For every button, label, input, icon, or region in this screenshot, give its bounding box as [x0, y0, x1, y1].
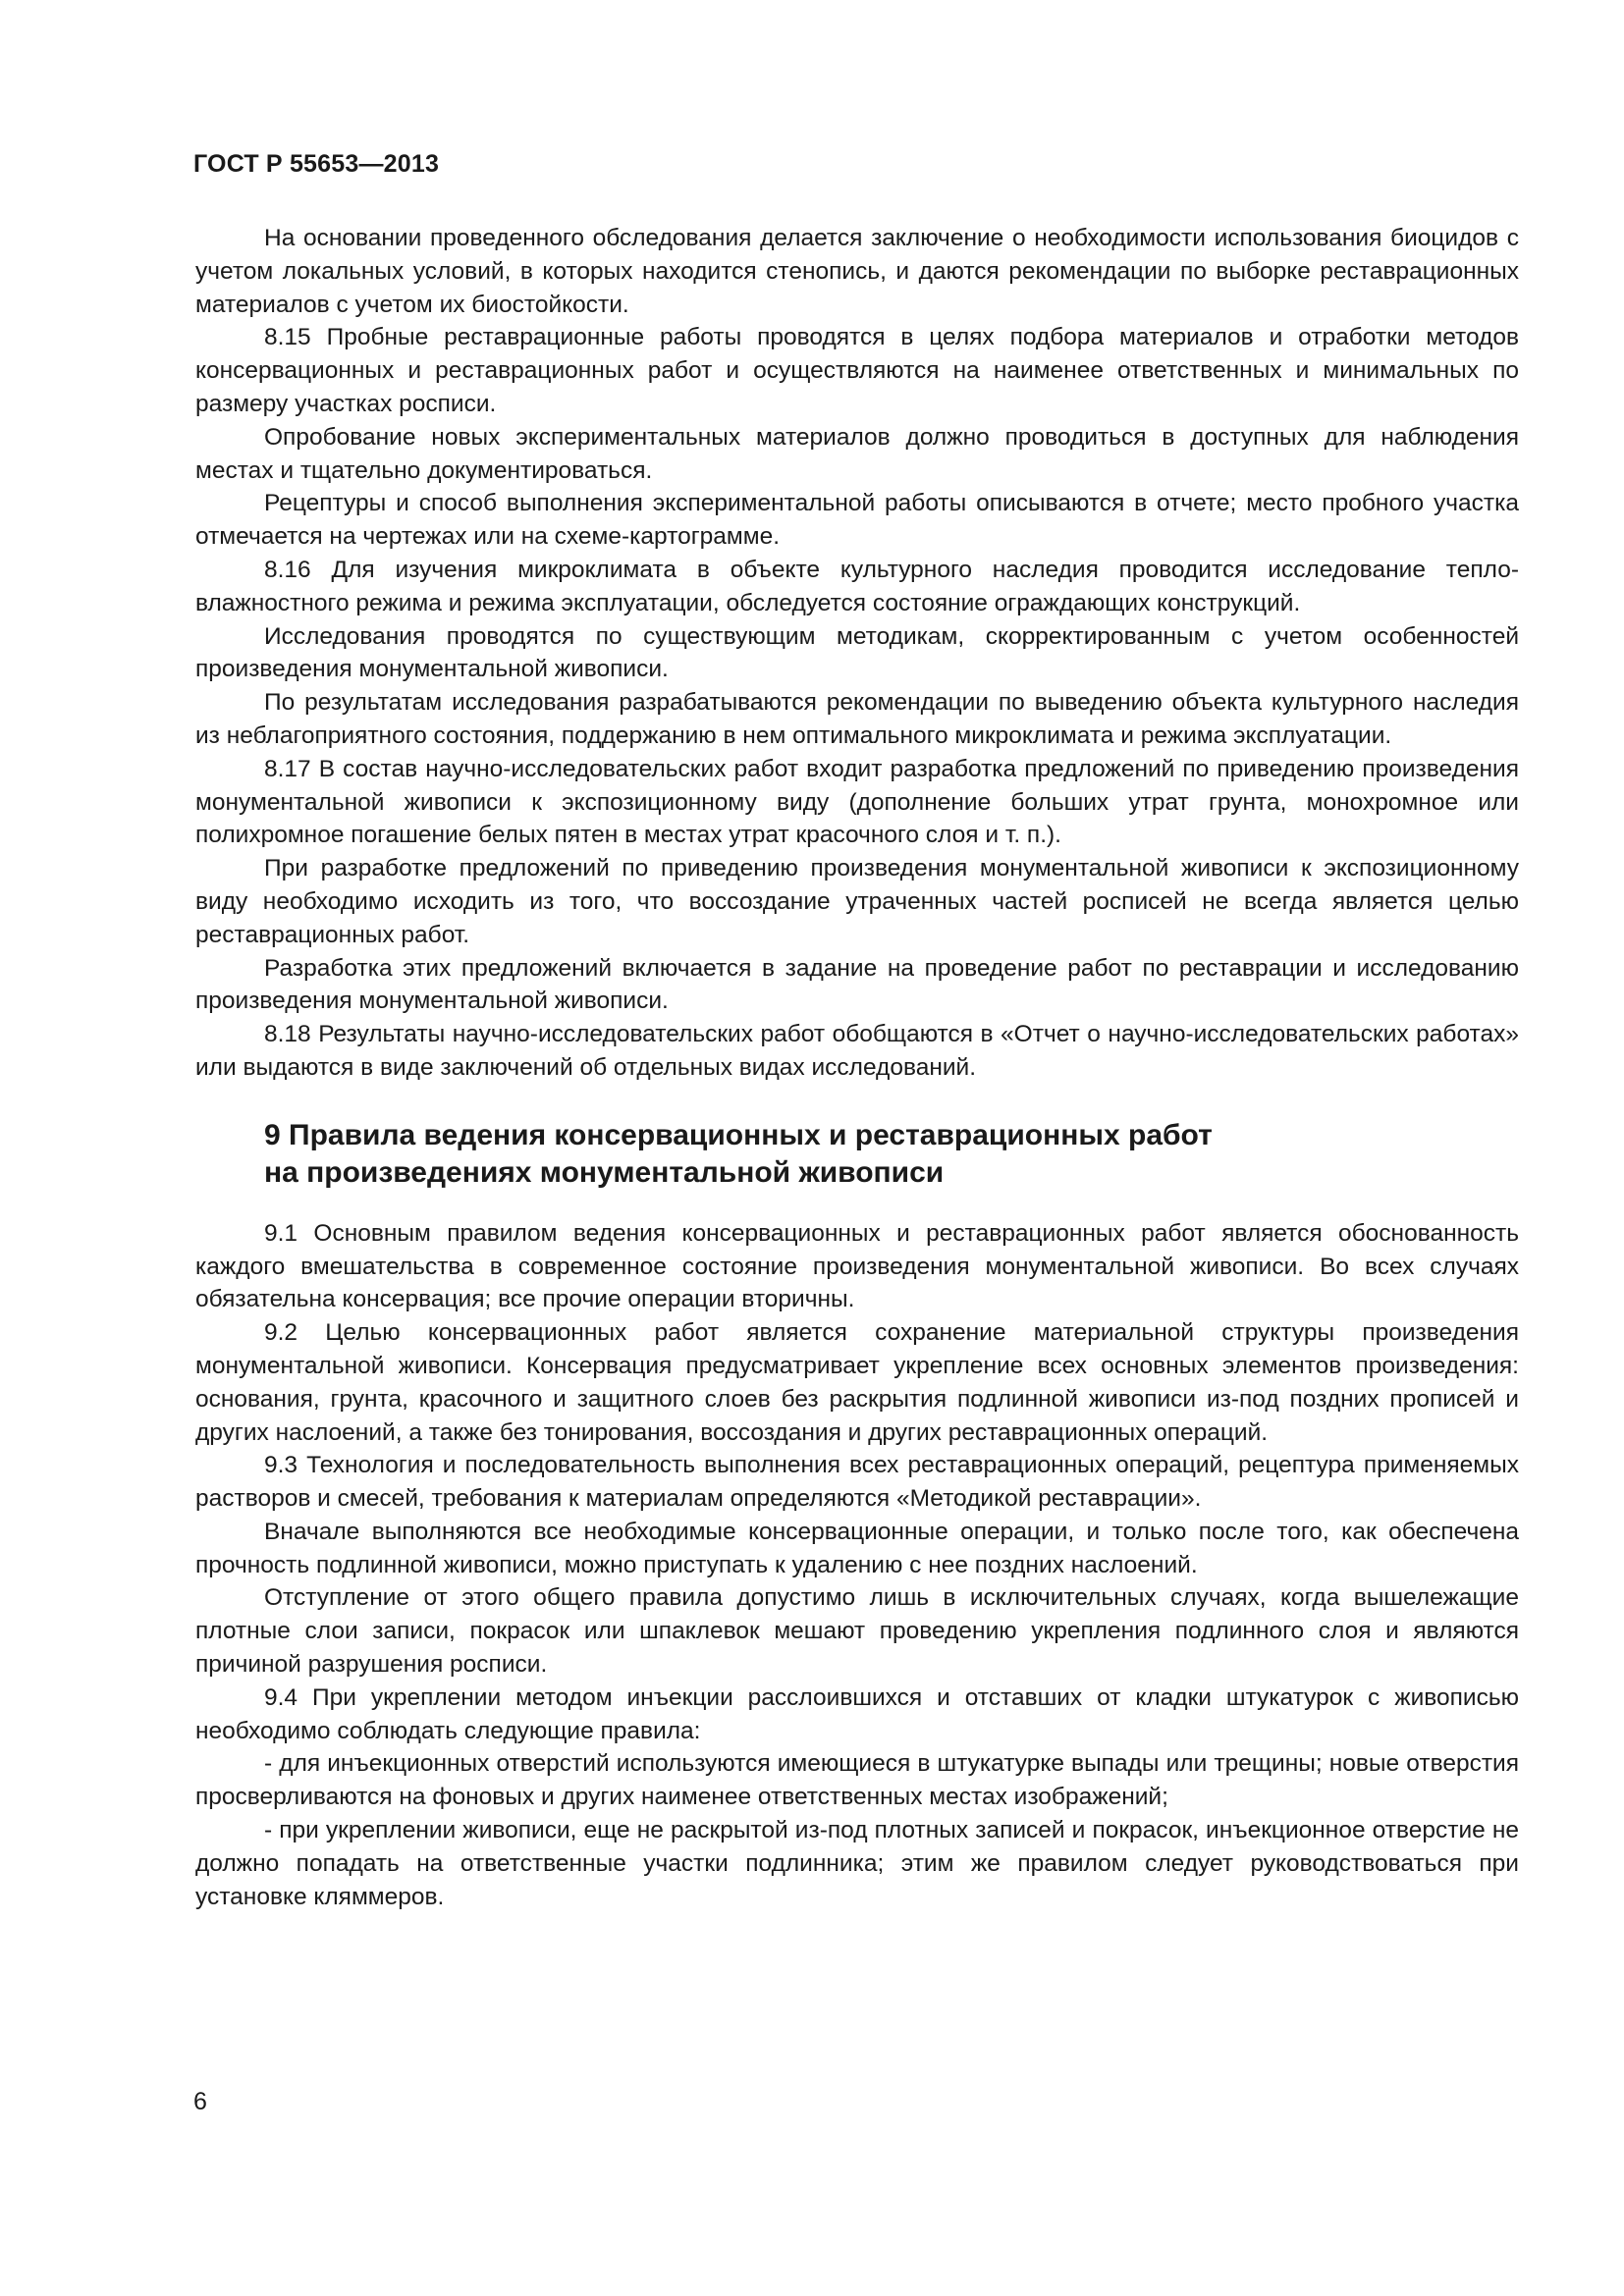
- paragraph: 8.18 Результаты научно-исследовательских работ обобщаются в «Отчет о научно-исследовательских работах» или выдаются в виде заключений об отдельных видах исследований.: [195, 1021, 1519, 1081]
- section-heading-line: 9 Правила ведения консервационных и реставрационных работ: [264, 1118, 1213, 1151]
- page-number: 6: [193, 2088, 207, 2115]
- paragraph: По результатам исследования разрабатываются рекомендации по выведению объекта культурного наследия из неблагоприятного состояния, поддержанию в нем оптимального микроклимата и режима эксплуатации.: [195, 689, 1519, 749]
- paragraph: Опробование новых экспериментальных материалов должно проводиться в доступных для наблюдения местах и тщательно документироваться.: [195, 423, 1519, 484]
- paragraph: На основании проведенного обследования делается заключение о необходимости использования биоцидов с учетом локальных условий, в которых находится стенопись, и даются рекомендации по выборке реставрационных материалов с учетом их биостойкости.: [195, 225, 1519, 318]
- list-item: - для инъекционных отверстий используются имеющиеся в штукатурке выпады или трещины; новые отверстия просверливаются на фоновых и других наименее ответственных местах изображений;: [195, 1750, 1519, 1811]
- paragraph: 9.2 Целью консервационных работ является сохранение материальной структуры произведения монументальной живописи. Консервация предусматривает укрепление всех основных элементов произведения: основания, грунта, красочного и защитного слоев без раскрытия подлинной живописи из-под поздних прописей и других наслоений, а также без тонирования, воссоздания и других реставрационных операций.: [195, 1319, 1519, 1446]
- paragraph: При разработке предложений по приведению произведения монументальной живописи к экспозиционному виду необходимо исходить из того, что воссоздание утраченных частей росписей не всегда является целью реставрационных работ.: [195, 855, 1519, 948]
- paragraph: Разработка этих предложений включается в задание на проведение работ по реставрации и исследованию произведения монументальной живописи.: [195, 954, 1519, 1015]
- page-content: [195, 222, 1519, 1913]
- paragraph: 8.16 Для изучения микроклимата в объекте культурного наследия проводится исследование тепло-влажностного режима и режима эксплуатации, обследуется состояние ограждающих конструкций.: [195, 556, 1519, 616]
- section-9-heading: [264, 1117, 1519, 1192]
- document-code-header: ГОСТ Р 55653—2013: [193, 150, 440, 178]
- paragraph: Вначале выполняются все необходимые консервационные операции, и только после того, как обеспечена прочность подлинной живописи, можно приступать к удалению с нее поздних наслоений.: [195, 1518, 1519, 1578]
- paragraph: 8.17 В состав научно-исследовательских работ входит разработка предложений по приведению произведения монументальной живописи к экспозиционному виду (дополнение больших утрат грунта, монохромное или полихромное погашение белых пятен в местах утрат красочного слоя и т. п.).: [195, 755, 1519, 849]
- paragraphs-section-9: [195, 1217, 1519, 1914]
- paragraph: 9.1 Основным правилом ведения консервационных и реставрационных работ является обоснованность каждого вмешательства в современное состояние произведения монументальной живописи. Во всех случаях обязательна консервация; все прочие операции вторичны.: [195, 1219, 1519, 1313]
- paragraph: 9.4 При укреплении методом инъекции расслоившихся и отставших от кладки штукатурок с живописью необходимо соблюдать следующие правила:: [195, 1683, 1519, 1744]
- paragraph: Исследования проводятся по существующим методикам, скорректированным с учетом особенностей произведения монументальной живописи.: [195, 622, 1519, 683]
- paragraph: Отступление от этого общего правила допустимо лишь в исключительных случаях, когда вышележащие плотные слои записи, покрасок или шпаклевок мешают проведению укрепления подлинного слоя и являются причиной разрушения росписи.: [195, 1584, 1519, 1679]
- paragraph: 8.15 Пробные реставрационные работы проводятся в целях подбора материалов и отработки методов консервационных и реставрационных работ и осуществляются на наименее ответственных и минимальных по размеру участках росписи.: [195, 324, 1519, 417]
- paragraph: 9.3 Технология и последовательность выполнения всех реставрационных операций, рецептура применяемых растворов и смесей, требования к материалам определяются «Методикой реставрации».: [195, 1452, 1519, 1513]
- paragraph: Рецептуры и способ выполнения экспериментальной работы описываются в отчете; место пробного участка отмечается на чертежах или на схеме-картограмме.: [195, 490, 1519, 551]
- paragraphs-section-8: [195, 222, 1519, 1085]
- section-heading-line: на произведениях монументальной живописи: [264, 1155, 945, 1189]
- list-item: - при укреплении живописи, еще не раскрытой из-под плотных записей и покрасок, инъекционное отверстие не должно попадать на ответственные участки подлинника; этим же правилом следует руководствоваться при установке кляммеров.: [195, 1817, 1519, 1910]
